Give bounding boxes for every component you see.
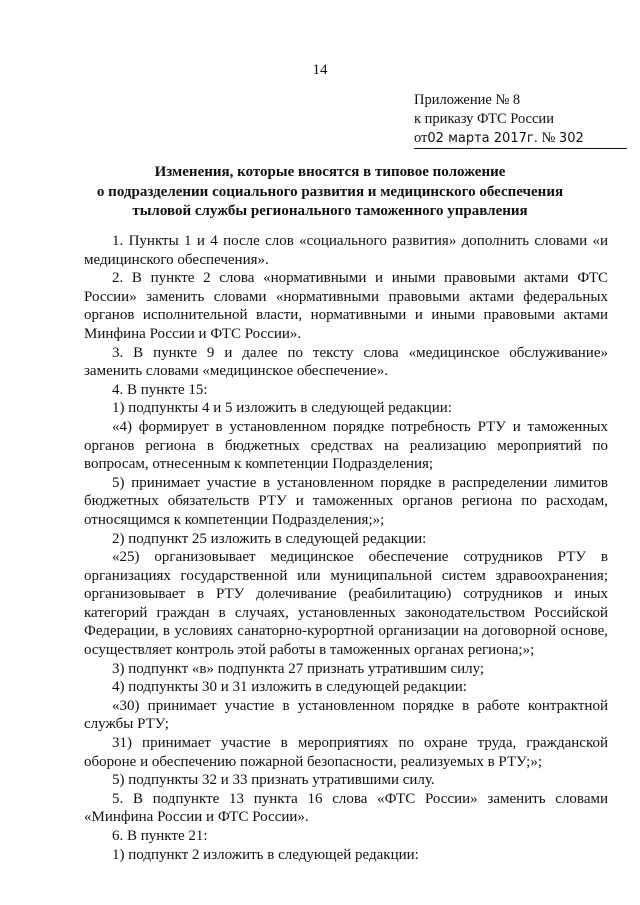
paragraph: «4) формирует в установленном порядке потребность РТУ и таможенных органов региона в бюджетных средствах на реализацию мероприятий по вопросам, отнесенным к компетенции Подразделения; (84, 418, 608, 473)
paragraph: 3. В пункте 9 и далее по тексту слова «медицинское обслуживание» заменить словами «медицинское обеспечение». (84, 344, 608, 380)
paragraph: 31) принимает участие в мероприятиях по охране труда, гражданской обороне и обеспечению пожарной безопасности, реализуемых в РТУ;»; (84, 735, 608, 770)
paragraph: 6. В пункте 21: (112, 828, 208, 844)
document-heading (70, 163, 590, 222)
paragraph: «25) организовывает медицинское обеспечение сотрудников РТУ в организациях государственной или муниципальной систем здравоохранения; организовывает в РТУ долечивание (реабилитацию) сотрудников и иных категорий граждан в случаях, установленных законодательством Российской Федерации, в условиях санаторно-курортной организации на договорной основе, осуществляет контроль этой работы в таможенных органах региона;»; (84, 549, 608, 659)
paragraph: 5) подпункты 32 и 33 признать утратившими силу. (112, 772, 435, 789)
heading-line: Изменения, которые вносятся в типовое положение (154, 164, 506, 180)
paragraph: 1) подпункт 2 изложить в следующей редакции: (112, 846, 419, 863)
paragraph: 5) принимает участие в установленном порядке в распределении лимитов бюджетных обязательств РТУ и таможенных органов региона по расходам, относящимся к компетенции Подразделения;»; (84, 474, 608, 528)
paragraph: 4) подпункты 30 и 31 изложить в следующей редакции: (112, 679, 467, 696)
order-date-prefix: от (414, 130, 428, 146)
appendix-title: Приложение № 8 (414, 92, 521, 108)
paragraph: 5. В подпункте 13 пункта 16 слова «ФТС России» заменить словами «Минфина России и ФТС России». (84, 790, 608, 826)
document-body (84, 232, 608, 864)
paragraph: 1. Пункты 1 и 4 после слов «социального развития» дополнить словами «и медицинского обеспечения». (84, 233, 608, 268)
heading-line: тыловой службы регионального таможенного управления (132, 203, 528, 219)
page-number: 14 (312, 62, 328, 78)
paragraph: 3) подпункт «в» подпункта 27 признать утратившим силу; (112, 660, 485, 677)
paragraph: 1) подпункты 4 и 5 изложить в следующей редакции: (112, 400, 452, 417)
order-number: 302 (558, 131, 584, 146)
heading-line: о подразделении социального развития и медицинского обеспечения (96, 183, 564, 200)
order-date: 02 марта 2017г. (427, 131, 538, 146)
paragraph: 4. В пункте 15: (112, 381, 208, 398)
paragraph: 2) подпункт 25 изложить в следующей редакции: (112, 530, 427, 547)
appendix-order-ref: к приказу ФТС России (414, 111, 554, 127)
order-date-number (414, 129, 627, 149)
paragraph: 2. В пункте 2 слова «нормативными и иными правовыми актами ФТС России» заменить словами «нормативными правовыми актами федеральных органов исполнительной власти, нормативными и иными правовыми актами Минфина России и ФТС России». (84, 270, 608, 342)
paragraph: «30) принимает участие в установленном порядке в работе контрактной службы РТУ; (84, 697, 608, 733)
order-number-label: № (541, 130, 556, 146)
appendix-order-date-line (414, 129, 634, 149)
appendix-block (414, 91, 634, 149)
